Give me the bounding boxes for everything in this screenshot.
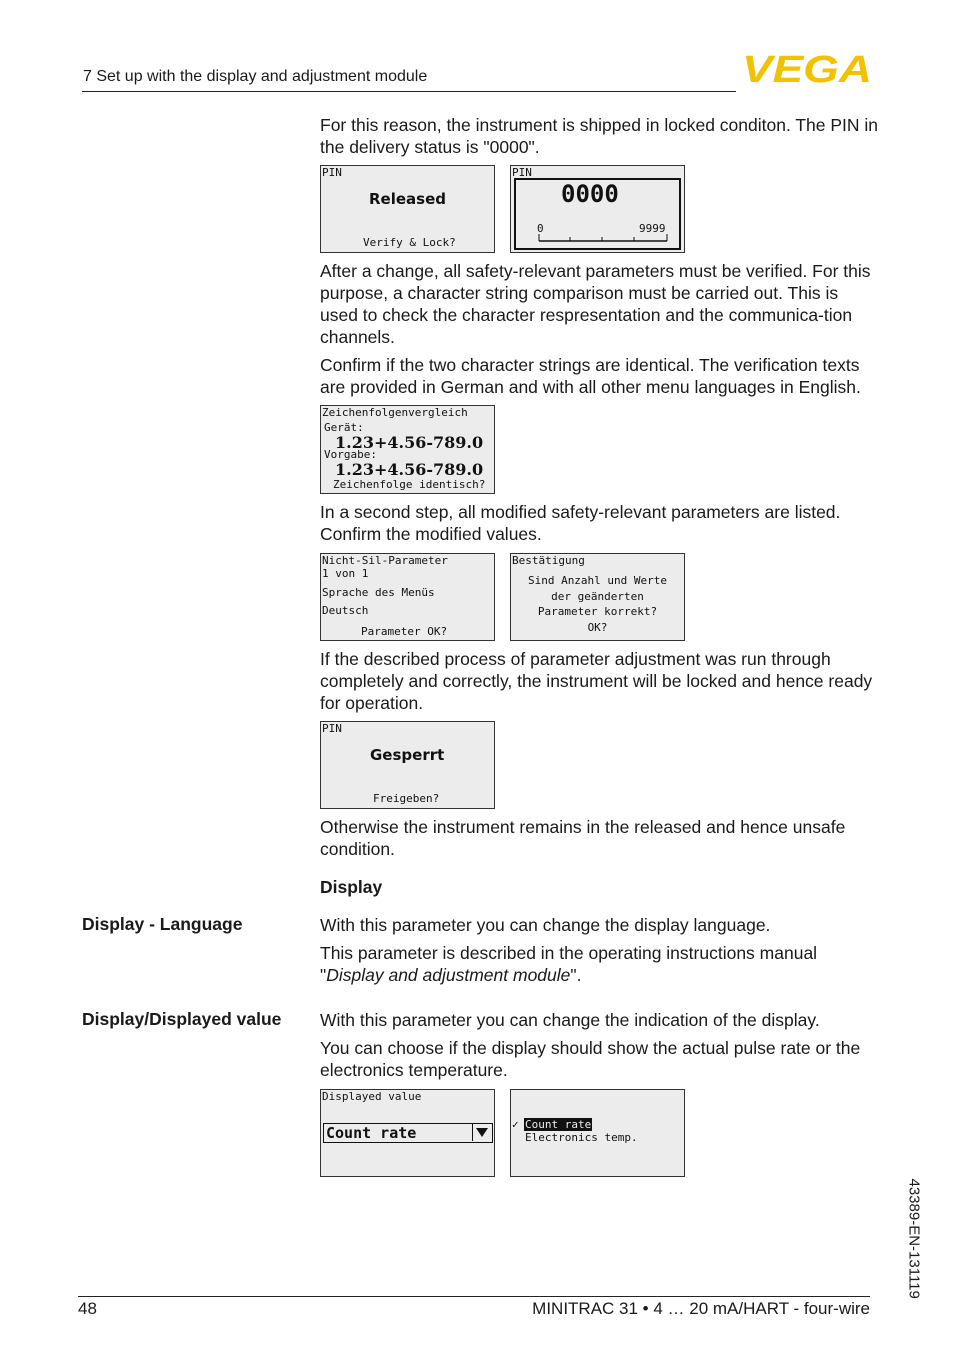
- param-name: Sprache des Menüs: [322, 586, 435, 599]
- screen-title: PIN: [512, 166, 532, 179]
- unsafe-paragraph: Otherwise the instrument remains in the released and hence unsafe condition.: [320, 817, 846, 859]
- locked-paragraph: If the described process of parameter adjustment was run through completely and correctly, the instrument will be locked and hence ready for operation.: [320, 649, 873, 713]
- confirm-line: Parameter korrekt?: [537, 605, 658, 618]
- screen-prompt: Zeichenfolge identisch?: [333, 478, 486, 491]
- screen-pin-entry: [510, 165, 685, 253]
- confirm-ok: OK?: [587, 621, 608, 634]
- display-language-text: With this parameter you can change the display language. This parameter is described in the operating instructions manual "Display and adjustment module".: [320, 915, 818, 985]
- document-code: 43389-EN-131119: [905, 1178, 923, 1299]
- screen-displayed-value: [320, 1089, 495, 1177]
- option-count-rate[interactable]: Count rate: [525, 1118, 592, 1131]
- screen-nonsil-parameter: [320, 553, 495, 641]
- reference-label: Vorgabe:: [324, 448, 377, 461]
- screen-title: PIN: [322, 722, 342, 735]
- screen-value-options: [510, 1089, 685, 1177]
- param-counter: 1 von 1: [322, 567, 369, 580]
- page-number: 48: [78, 1299, 97, 1318]
- intro-paragraph: For this reason, the instrument is shipped in locked conditon. The PIN in the delivery status is "0000".: [320, 115, 879, 157]
- screen-title: PIN: [322, 166, 342, 179]
- screen-prompt: Verify & Lock?: [363, 236, 456, 249]
- displayed-value-label: Display/Displayed value: [82, 1009, 282, 1029]
- screen-prompt: Parameter OK?: [361, 625, 448, 638]
- displayed-value-select[interactable]: [323, 1123, 493, 1143]
- confirm-strings-paragraph: Confirm if the two character strings are identical. The verification texts are provided in German and with all other menu languages in English.: [320, 355, 861, 397]
- chevron-down-icon[interactable]: [472, 1124, 492, 1141]
- screen-status: Gesperrt: [370, 746, 445, 764]
- display-heading: Display: [320, 877, 383, 897]
- display-language-label: Display - Language: [82, 914, 243, 934]
- screen-string-compare: [320, 405, 495, 494]
- screen-status: Released: [369, 190, 446, 208]
- device-string: 1.23+4.56-789.0: [335, 433, 484, 452]
- scale-bar: [537, 232, 669, 244]
- param-value: Deutsch: [322, 604, 369, 617]
- pin-value[interactable]: 0000: [561, 180, 619, 208]
- screen-pin-locked: [320, 721, 495, 809]
- reference-string: 1.23+4.56-789.0: [335, 460, 484, 479]
- device-label: Gerät:: [324, 421, 364, 434]
- header-divider: [82, 91, 736, 92]
- screen-title: Bestätigung: [512, 554, 585, 567]
- checkmark-icon: ✓: [512, 1118, 519, 1131]
- screen-pin-released: [320, 165, 495, 253]
- product-name: MINITRAC 31 • 4 … 20 mA/HART - four-wire: [532, 1299, 870, 1318]
- verification-paragraph: After a change, all safety-relevant parameters must be verified. For this purpose, a character string comparison must be carried out. This is used to check the character respresentation and the communica-tion channels.: [320, 261, 871, 347]
- footer-divider: [78, 1296, 870, 1297]
- modified-params-paragraph: In a second step, all modified safety-relevant parameters are listed. Confirm the modified values.: [320, 502, 841, 544]
- screen-title: Displayed value: [322, 1090, 422, 1103]
- svg-text:VEGA: VEGA: [742, 52, 872, 84]
- option-electronics-temp[interactable]: Electronics temp.: [525, 1131, 638, 1144]
- confirm-line: Sind Anzahl und Werte: [527, 574, 668, 587]
- screen-title: Zeichenfolgenvergleich: [322, 406, 468, 419]
- scale-min: 0: [537, 222, 544, 235]
- confirm-line: der geänderten: [551, 590, 644, 603]
- vega-logo: [742, 52, 874, 84]
- screen-prompt: Freigeben?: [373, 792, 440, 805]
- section-header: 7 Set up with the display and adjustment module: [83, 68, 428, 85]
- screen-title: Nicht-Sil-Parameter: [322, 554, 448, 567]
- screen-confirmation: [510, 553, 685, 641]
- displayed-value-text: With this parameter you can change the indication of the display. You can choose if the display should show the actual pulse rate or the electronics temperature.: [320, 1010, 861, 1080]
- scale-max: 9999: [639, 222, 666, 235]
- selected-option: Count rate: [326, 1124, 417, 1142]
